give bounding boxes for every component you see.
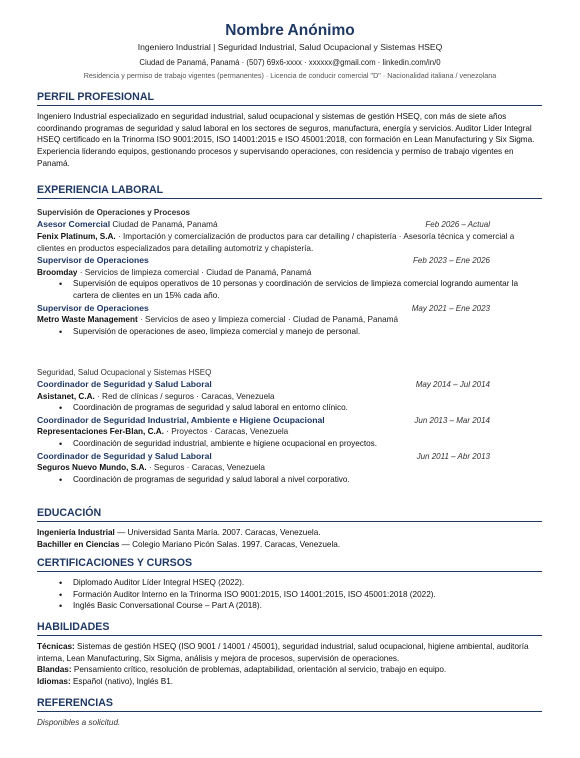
job-title: Supervisor de Operaciones — [37, 302, 149, 313]
certifications-list — [37, 577, 542, 612]
job-bullets — [37, 474, 542, 486]
job-bullets — [37, 402, 542, 414]
job-bullet: • Coordinación de programas de seguridad y salud laboral en entorno clínico. — [73, 402, 542, 414]
job-description: · Servicios de aseo y limpieza comercial · Ciudad de Panamá, Panamá — [137, 314, 399, 324]
job-bullets — [37, 326, 542, 338]
education-degree: Bachiller en Ciencias — [37, 539, 120, 549]
job-header — [37, 414, 542, 426]
job-location: Ciudad de Panamá, Panamá — [110, 220, 218, 230]
skill-text: Español (nativo), Inglés B1. — [70, 676, 174, 686]
job-company-line — [37, 462, 542, 474]
experience-block-2 — [37, 367, 542, 485]
job-bullet: • Supervisión de operaciones de aseo, limpieza comercial y manejo de personal. — [73, 326, 542, 338]
job-header — [37, 302, 542, 314]
skill-text: Sistemas de gestión HSEQ (ISO 9001 / 14001 / 45001), seguridad industrial, salud ocupacional, higiene ambiental, auditoría interna, Lean Manufacturing, Six Sigma, análisis y mejora de procesos, supervisión de operaciones. — [37, 642, 529, 663]
job-company-line — [37, 426, 542, 438]
section-heading-education: EDUCACIÓN — [37, 506, 542, 522]
candidate-name: Nombre Anónimo — [225, 22, 355, 39]
job-bullet: • Coordinación de seguridad industrial, ambiente e higiene ocupacional en proyectos. — [73, 438, 542, 450]
job-header — [37, 378, 542, 390]
job-company: Fenix Platinum, S.A. — [37, 232, 116, 241]
job-description: · Servicios de limpieza comercial · Ciudad de Panamá, Panamá — [77, 267, 312, 277]
job-header — [37, 450, 542, 462]
job-date: May 2014 – Jul 2014 — [415, 380, 490, 390]
certification-item: • Diplomado Auditor Líder Integral HSEQ (2022). — [73, 577, 542, 589]
job-date: Feb 2023 – Ene 2026 — [413, 256, 490, 266]
references-text: Disponibles a solicitud. — [37, 718, 121, 727]
job-description: · Proyectos · Caracas, Venezuela — [163, 427, 289, 437]
job-company: Metro Waste Management — [37, 314, 138, 324]
skill-label: Blandas: — [37, 665, 72, 675]
job-company-line — [37, 231, 542, 254]
skill-item — [37, 676, 542, 688]
job-company: Asistanet, C.A. — [37, 391, 95, 401]
job-description: · Red de clínicas / seguros · Caracas, Venezuela — [94, 391, 275, 401]
job-company: Broomday — [37, 267, 78, 277]
experience-block-1 — [37, 207, 542, 337]
job-date: Jun 2013 – Mar 2014 — [414, 416, 490, 425]
certification-item: • Inglés Basic Conversational Course – Part A (2018). — [73, 600, 542, 612]
education-detail: — Universidad Santa María. 2007. Caracas, Venezuela. — [114, 528, 321, 537]
skill-label: Técnicas: — [37, 642, 75, 651]
job-header — [37, 218, 542, 231]
job-company-line — [37, 314, 542, 326]
job-title: Coordinador de Seguridad y Salud Laboral — [37, 450, 212, 461]
job-company: Seguros Nuevo Mundo, S.A. — [37, 463, 147, 472]
education-detail: — Colegio Mariano Picón Salas. 1997. Caracas, Venezuela. — [119, 539, 341, 549]
job-company-line — [37, 267, 542, 279]
job-title: Asesor Comercial — [37, 219, 111, 230]
job-title: Supervisor de Operaciones — [37, 255, 149, 266]
contact-line: Ciudad de Panamá, Panamá · (507) 69x6-xxxx · xxxxxx@gmail.com · linkedin.com/in/0 — [139, 58, 441, 67]
job-description: · Seguros · Caracas, Venezuela — [146, 463, 265, 472]
education-list — [37, 527, 542, 550]
job-date: May 2021 – Ene 2023 — [411, 303, 490, 313]
job-title: Coordinador de Seguridad y Salud Laboral — [37, 379, 212, 390]
section-heading-references: REFERENCIAS — [37, 696, 542, 712]
skill-item — [37, 641, 542, 664]
education-item — [37, 539, 542, 551]
experience-group-title: Supervisión de Operaciones y Procesos — [37, 208, 190, 217]
job-date: Jun 2011 – Abr 2013 — [416, 451, 490, 461]
section-heading-profile: PERFIL PROFESIONAL — [37, 90, 542, 106]
education-item — [37, 527, 542, 539]
job-company-line — [37, 391, 542, 403]
job-bullets — [37, 438, 542, 450]
certification-item: • Formación Auditor Interno en la Trinorma ISO 9001:2015, ISO 14001:2015, ISO 45001:2018 (2022). — [73, 589, 542, 601]
job-bullet: • Supervisión de equipos operativos de 10 personas y coordinación de servicios de limpieza comercial logrando aumentar la cartera de clientes en un 15% cada año. — [73, 278, 542, 301]
candidate-subtitle: Ingeniero Industrial | Seguridad Industrial, Salud Ocupacional y Sistemas HSEQ — [137, 42, 443, 52]
section-heading-skills: HABILIDADES — [37, 620, 542, 636]
experience-group-title: Seguridad, Salud Ocupacional y Sistemas HSEQ — [37, 368, 212, 377]
profile-text: Ingeniero Industrial especializado en seguridad industrial, salud ocupacional y sistemas de gestión HSEQ, con más de siete años coordinando programas de seguridad y salud laboral en los sectores de seguros, manufactura, energía y servicios. Auditor Líder Integral HSEQ certificado en la Trinorma ISO 9001:2015, ISO 14001:2015 e ISO 45001:2018, con formación en Lean Manufacturing y Six Sigma. Experiencia liderando equipos, gestionando procesos y supervisando operaciones, con residencia y permiso de trabajo vigentes en Panamá. — [37, 112, 535, 168]
job-company: Representaciones Fer-Blan, C.A. — [37, 427, 164, 437]
job-bullet: • Coordinación de programas de seguridad y salud laboral a nivel corporativo. — [73, 474, 542, 486]
skill-text: Pensamiento crítico, resolución de problemas, adaptabilidad, orientación al servicio, trabajo en equipo. — [71, 665, 447, 675]
job-description: · Importación y comercialización de productos para car detailing / chapistería · Asesoría técnica y comercial a clientes en productos especializados para detailing automotriz y chapistería. — [37, 232, 515, 253]
skills-list — [37, 641, 542, 688]
extra-info-line: Residencia y permiso de trabajo vigentes (permanentes) · Licencia de conducir comercial "D" · Nacionalidad italiana / venezolana — [83, 71, 497, 80]
skill-label: Idiomas: — [37, 676, 71, 686]
job-bullets — [37, 278, 542, 301]
job-title: Coordinador de Seguridad Industrial, Ambiente e Higiene Ocupacional — [37, 415, 325, 425]
section-heading-experience: EXPERIENCIA LABORAL — [37, 183, 542, 199]
job-date: Feb 2026 – Actual — [425, 220, 490, 230]
section-heading-certifications: CERTIFICACIONES Y CURSOS — [37, 556, 542, 572]
job-header — [37, 254, 542, 266]
education-degree: Ingeniería Industrial — [37, 528, 115, 537]
skill-item — [37, 664, 542, 676]
